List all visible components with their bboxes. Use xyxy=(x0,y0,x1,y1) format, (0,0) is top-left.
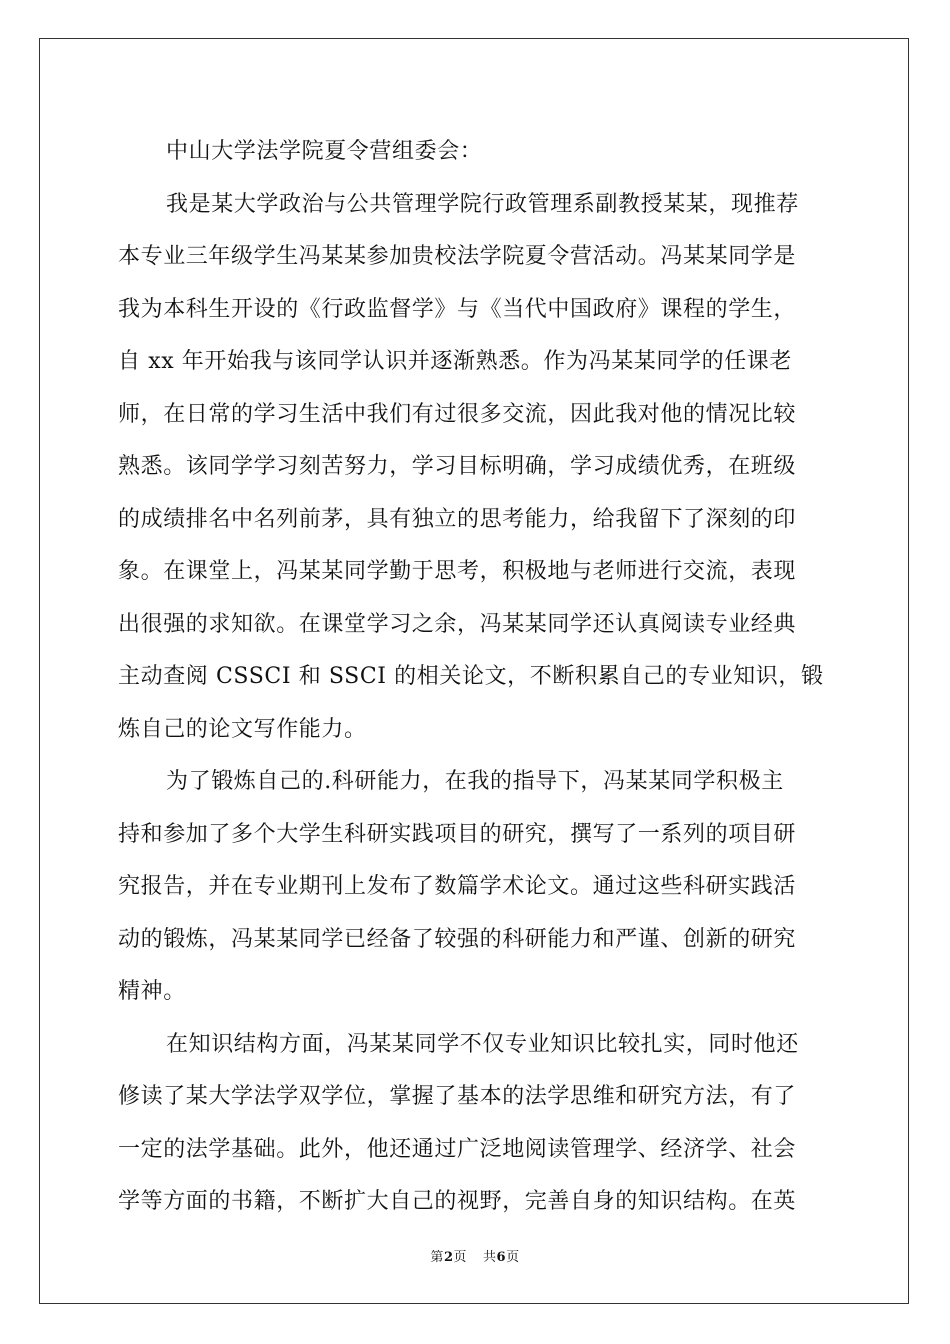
text-line: 持和参加了多个大学生科研实践项目的研究，撰写了一系列的项目研 xyxy=(118,821,797,847)
text-line: 精神。 xyxy=(118,979,186,1004)
text-line: 自 xx 年开始我与该同学认识并逐渐熟悉。作为冯某某同学的任课老 xyxy=(118,349,793,374)
footer-total-prefix: 共 xyxy=(483,1250,497,1265)
text-line: 我为本科生开设的《行政监督学》与《当代中国政府》课程的学生， xyxy=(118,296,797,322)
letter-body xyxy=(118,126,830,1229)
text-line: 修读了某大学法学双学位，掌握了基本的法学思维和研究方法，有了 xyxy=(118,1084,797,1109)
text-line: 熟悉。该同学学习刻苦努力，学习目标明确，学习成绩优秀，在班级 xyxy=(118,454,797,479)
footer-total-suffix: 页 xyxy=(506,1250,520,1265)
text-line: 学等方面的书籍，不断扩大自己的视野，完善自身的知识结构。在英 xyxy=(118,1189,797,1214)
text-line: 为了锻炼自己的.科研能力，在我的指导下，冯某某同学积极主 xyxy=(166,769,784,794)
footer-page-suffix: 页 xyxy=(453,1250,467,1265)
text-line: 我是某大学政治与公共管理学院行政管理系副教授某某，现推荐 xyxy=(166,191,799,217)
text-line: 炼自己的论文写作能力。 xyxy=(118,716,367,742)
text-line: 的成绩排名中名列前茅，具有独立的思考能力，给我留下了深刻的印 xyxy=(118,506,797,532)
text-line: 中山大学法学院夏令营组委会： xyxy=(166,139,483,164)
text-line: 一定的法学基础。此外，他还通过广泛地阅读管理学、经济学、社会 xyxy=(118,1136,797,1162)
text-line: 究报告，并在专业期刊上发布了数篇学术论文。通过这些科研实践活 xyxy=(118,874,797,899)
text-line: 在知识结构方面，冯某某同学不仅专业知识比较扎实，同时他还 xyxy=(166,1031,799,1057)
total-page-number: 6 xyxy=(496,1250,507,1265)
current-page-number: 2 xyxy=(443,1250,454,1265)
text-line: 动的锻炼，冯某某同学已经备了较强的科研能力和严谨、创新的研究 xyxy=(118,926,797,952)
text-line: 出很强的求知欲。在课堂学习之余，冯某某同学还认真阅读专业经典 xyxy=(118,611,797,637)
text-line: 师，在日常的学习生活中我们有过很多交流，因此我对他的情况比较 xyxy=(118,401,797,427)
footer-prefix: 第 xyxy=(430,1250,444,1265)
page-footer xyxy=(0,1246,950,1265)
text-line: 本专业三年级学生冯某某参加贵校法学院夏令营活动。冯某某同学是 xyxy=(118,244,797,269)
text-line: 象。在课堂上，冯某某同学勤于思考，积极地与老师进行交流，表现 xyxy=(118,559,797,584)
text-line: 主动查阅 CSSCI 和 SSCI 的相关论文，不断积累自己的专业知识，锻 xyxy=(118,664,824,689)
